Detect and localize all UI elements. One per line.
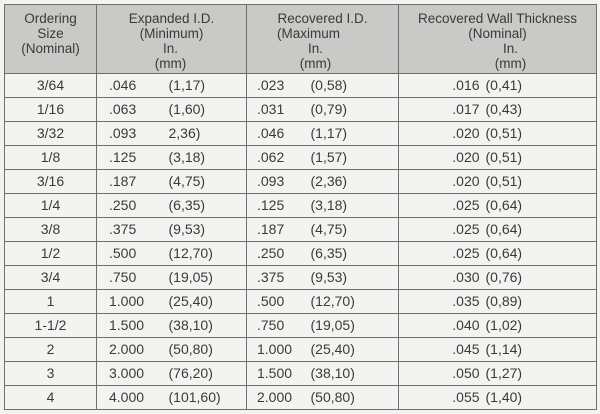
expanded-mm-cell: (76,20) — [161, 362, 247, 386]
expanded-in-cell: .125 — [97, 146, 161, 170]
size-cell: 4 — [5, 386, 97, 410]
expanded-mm-cell: (6,35) — [161, 194, 247, 218]
recovered-mm-cell: (4,75) — [305, 218, 399, 242]
table-row — [5, 194, 597, 218]
table-row — [5, 98, 597, 122]
size-cell: 3 — [5, 362, 97, 386]
header-wall-thickness — [399, 5, 597, 74]
header-text: Size — [37, 26, 64, 41]
recovered-in-cell: .500 — [247, 290, 305, 314]
recovered-mm-cell: (12,70) — [305, 290, 399, 314]
table-row — [5, 122, 597, 146]
header-ordering-size — [5, 5, 97, 74]
table-body — [5, 74, 597, 410]
table-row — [5, 314, 597, 338]
wall-mm-cell: (0,64) — [484, 194, 597, 218]
table-row — [5, 242, 597, 266]
size-cell: 2 — [5, 338, 97, 362]
recovered-in-cell: 2.000 — [247, 386, 305, 410]
recovered-mm-cell: (3,18) — [305, 194, 399, 218]
wall-mm-cell: (0,89) — [484, 290, 597, 314]
wall-mm-cell: (1,27) — [484, 362, 597, 386]
header-expanded-id — [97, 5, 247, 74]
expanded-mm-cell: (19,05) — [161, 266, 247, 290]
header-text: Recovered Wall Thickness — [417, 11, 578, 26]
recovered-in-cell: .031 — [247, 98, 305, 122]
recovered-mm-cell: (6,35) — [305, 242, 399, 266]
wall-mm-cell: (1,40) — [484, 386, 597, 410]
recovered-in-cell: .062 — [247, 146, 305, 170]
wall-mm-cell: (0,41) — [484, 74, 597, 98]
recovered-in-cell: .046 — [247, 122, 305, 146]
recovered-mm-cell: (1,17) — [305, 122, 399, 146]
expanded-mm-cell: (1,17) — [161, 74, 247, 98]
unit-label: (mm) — [154, 56, 187, 71]
wall-mm-cell: (0,51) — [484, 146, 597, 170]
header-text: (Minimum) — [139, 26, 204, 41]
wall-in-cell: .050 — [399, 362, 484, 386]
expanded-in-cell: 1.000 — [97, 290, 161, 314]
size-cell: 3/16 — [5, 170, 97, 194]
recovered-mm-cell: (38,10) — [305, 362, 399, 386]
wall-mm-cell: (0,51) — [484, 122, 597, 146]
expanded-in-cell: .375 — [97, 218, 161, 242]
expanded-mm-cell: (25,40) — [161, 290, 247, 314]
table-row — [5, 338, 597, 362]
expanded-in-cell: .093 — [97, 122, 161, 146]
header-text: (Maximum — [277, 26, 340, 41]
recovered-mm-cell: (2,36) — [305, 170, 399, 194]
wall-in-cell: .045 — [399, 338, 484, 362]
table-row — [5, 74, 597, 98]
wall-mm-cell: (0,76) — [484, 266, 597, 290]
wall-in-cell: .055 — [399, 386, 484, 410]
recovered-mm-cell: (25,40) — [305, 338, 399, 362]
table-row — [5, 290, 597, 314]
expanded-in-cell: .250 — [97, 194, 161, 218]
unit-label: (mm) — [494, 56, 527, 71]
recovered-in-cell: .375 — [247, 266, 305, 290]
recovered-mm-cell: (0,79) — [305, 98, 399, 122]
wall-mm-cell: (0,43) — [484, 98, 597, 122]
expanded-in-cell: .750 — [97, 266, 161, 290]
recovered-in-cell: 1.000 — [247, 338, 305, 362]
wall-in-cell: .020 — [399, 122, 484, 146]
expanded-mm-cell: (9,53) — [161, 218, 247, 242]
expanded-in-cell: 4.000 — [97, 386, 161, 410]
expanded-in-cell: .046 — [97, 74, 161, 98]
size-cell: 1/16 — [5, 98, 97, 122]
unit-label: In. — [503, 41, 519, 56]
recovered-mm-cell: (0,58) — [305, 74, 399, 98]
expanded-mm-cell: 2,36) — [161, 122, 247, 146]
recovered-in-cell: .187 — [247, 218, 305, 242]
size-cell: 1-1/2 — [5, 314, 97, 338]
expanded-mm-cell: (12,70) — [161, 242, 247, 266]
wall-in-cell: .035 — [399, 290, 484, 314]
table-row — [5, 146, 597, 170]
recovered-in-cell: .093 — [247, 170, 305, 194]
recovered-in-cell: .250 — [247, 242, 305, 266]
table-row — [5, 170, 597, 194]
expanded-mm-cell: (4,75) — [161, 170, 247, 194]
recovered-in-cell: 1.500 — [247, 362, 305, 386]
wall-in-cell: .017 — [399, 98, 484, 122]
wall-mm-cell: (0,64) — [484, 218, 597, 242]
table-row — [5, 218, 597, 242]
header-recovered-id — [247, 5, 399, 74]
header-text: Expanded I.D. — [128, 11, 215, 26]
unit-label: (mm) — [299, 56, 332, 71]
header-text: Recovered I.D. — [277, 11, 368, 26]
size-cell: 1/4 — [5, 194, 97, 218]
expanded-in-cell: 3.000 — [97, 362, 161, 386]
expanded-mm-cell: (38,10) — [161, 314, 247, 338]
expanded-in-cell: 1.500 — [97, 314, 161, 338]
wall-in-cell: .025 — [399, 194, 484, 218]
wall-mm-cell: (0,51) — [484, 170, 597, 194]
wall-mm-cell: (1,14) — [484, 338, 597, 362]
size-cell: 1/2 — [5, 242, 97, 266]
table-row — [5, 362, 597, 386]
table-row — [5, 266, 597, 290]
recovered-in-cell: .750 — [247, 314, 305, 338]
wall-mm-cell: (1,02) — [484, 314, 597, 338]
table-row — [5, 386, 597, 410]
recovered-in-cell: .023 — [247, 74, 305, 98]
unit-label: In. — [308, 41, 324, 56]
wall-mm-cell: (0,64) — [484, 242, 597, 266]
expanded-mm-cell: (50,80) — [161, 338, 247, 362]
recovered-in-cell: .125 — [247, 194, 305, 218]
size-cell: 3/4 — [5, 266, 97, 290]
unit-label: In. — [162, 41, 178, 56]
size-cell: 1/8 — [5, 146, 97, 170]
wall-in-cell: .025 — [399, 218, 484, 242]
wall-in-cell: .040 — [399, 314, 484, 338]
size-cell: 3/32 — [5, 122, 97, 146]
recovered-mm-cell: (9,53) — [305, 266, 399, 290]
header-text: Ordering — [24, 11, 77, 26]
wall-in-cell: .020 — [399, 146, 484, 170]
recovered-mm-cell: (19,05) — [305, 314, 399, 338]
size-cell: 3/64 — [5, 74, 97, 98]
recovered-mm-cell: (1,57) — [305, 146, 399, 170]
wall-in-cell: .020 — [399, 170, 484, 194]
wall-in-cell: .016 — [399, 74, 484, 98]
expanded-mm-cell: (101,60) — [161, 386, 247, 410]
header-text: (Nominal) — [468, 26, 527, 41]
header-text: (Nominal) — [21, 41, 80, 56]
table-header — [5, 5, 597, 74]
expanded-in-cell: 2.000 — [97, 338, 161, 362]
expanded-mm-cell: (1,60) — [161, 98, 247, 122]
expanded-in-cell: .187 — [97, 170, 161, 194]
recovered-mm-cell: (50,80) — [305, 386, 399, 410]
wall-in-cell: .030 — [399, 266, 484, 290]
size-cell: 3/8 — [5, 218, 97, 242]
expanded-mm-cell: (3,18) — [161, 146, 247, 170]
expanded-in-cell: .500 — [97, 242, 161, 266]
wall-in-cell: .025 — [399, 242, 484, 266]
size-cell: 1 — [5, 290, 97, 314]
sizing-table — [4, 4, 597, 410]
expanded-in-cell: .063 — [97, 98, 161, 122]
